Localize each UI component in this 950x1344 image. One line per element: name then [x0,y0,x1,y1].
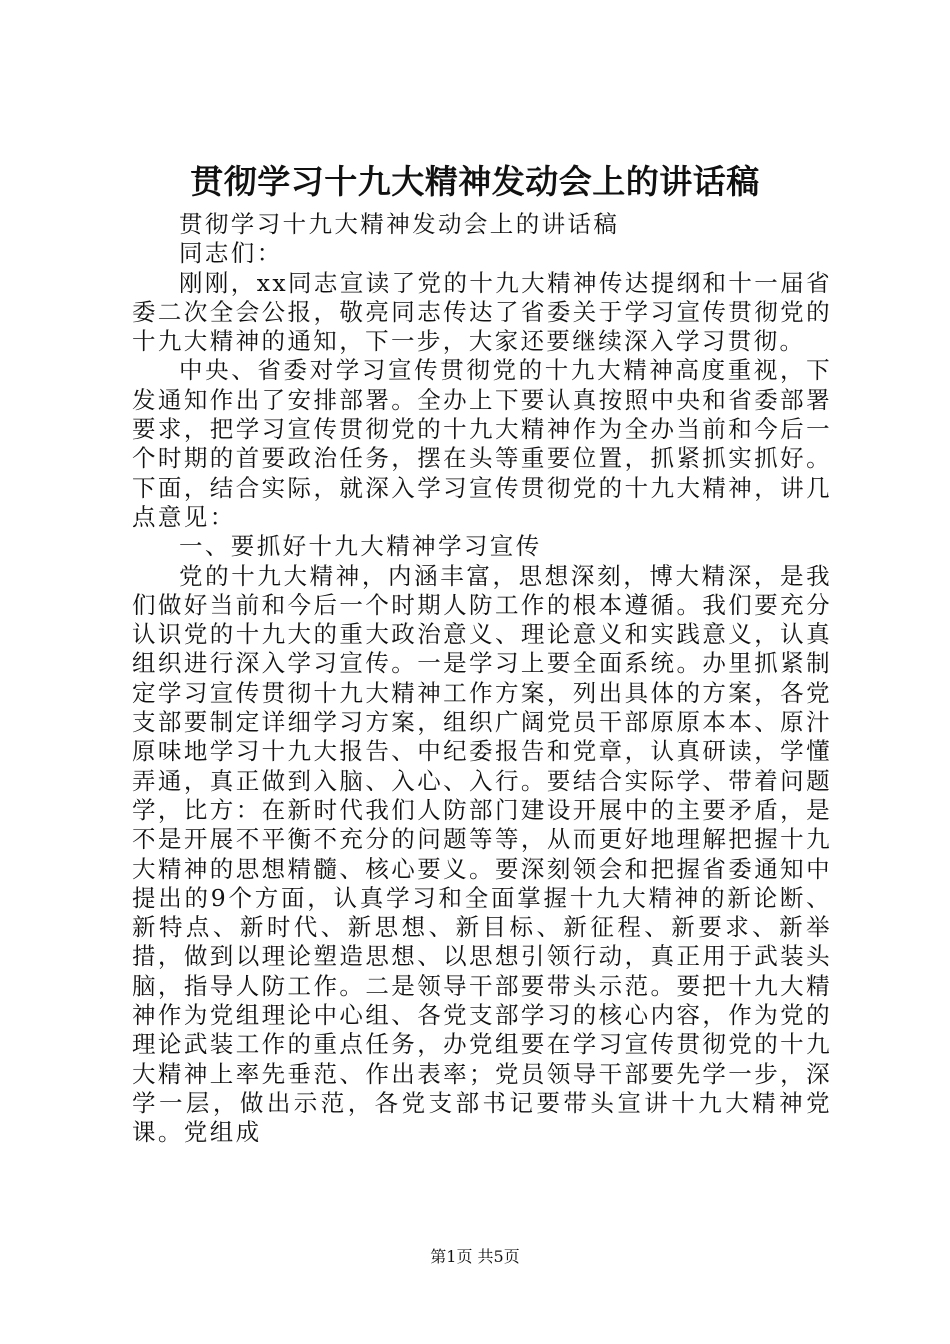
body-paragraph: 刚刚，xx同志宣读了党的十九大精神传达提纲和十一届省委二次全会公报，敬亮同志传达了省委关于学习宣传贯彻党的十九大精神的通知，下一步，大家还要继续深入学习贯彻。 [132,268,832,356]
section-heading: 一、要抓好十九大精神学习宣传 [179,532,542,561]
body-paragraph: 党的十九大精神，内涵丰富，思想深刻，博大精深，是我们做好当前和今后一个时期人防工作的根本遵循。我们要充分认识党的十九大的重大政治意义、理论意义和实践意义，认真组织进行深入学习宣传。一是学习上要全面系统。办里抓紧制定学习宣传贯彻十九大精神工作方案，列出具体的方案，各党支部要制定详细学习方案，组织广阔党员干部原原本本、原汁原味地学习十九大报告、中纪委报告和党章，认真研读，学懂弄通，真正做到入脑、入心、入行。要结合实际学、带着问题学，比方：在新时代我们人防部门建设开展中的主要矛盾，是不是开展不平衡不充分的问题等等，从而更好地理解把握十九大精神的思想精髓、核心要义。要深刻领会和把握省委通知中提出的9个方面，认真学习和全面掌握十九大精神的新论断、新特点、新时代、新思想、新目标、新征程、新要求、新举措，做到以理论塑造思想、以思想引领行动，真正用于武装头脑，指导人防工作。二是领导干部要带头示范。要把十九大精神作为党组理论中心组、各党支部学习的核心内容，作为党的理论武装工作的重点任务，办党组要在学习宣传贯彻党的十九大精神上率先垂范、作出表率；党员领导干部要先学一步，深学一层，做出示范，各党支部书记要带头宣讲十九大精神党课。党组成 [132,561,832,1147]
body-paragraph: 贯彻学习十九大精神发动会上的讲话稿 [179,210,620,238]
body-paragraph: 中央、省委对学习宣传贯彻党的十九大精神高度重视，下发通知作出了安排部署。全办上下要认真按照中央和省委部署要求，把学习宣传贯彻党的十九大精神作为全办当前和今后一个时期的首要政治任务，摆在头等重要位置，抓紧抓实抓好。下面，结合实际，就深入学习宣传贯彻党的十九大精神，讲几点意见： [132,356,832,531]
document-body [132,210,832,1148]
body-paragraph: 同志们： [179,239,283,268]
page-number: 第1页 共5页 [430,1247,520,1266]
document-title: 贯彻学习十九大精神发动会上的讲话稿 [190,162,760,201]
